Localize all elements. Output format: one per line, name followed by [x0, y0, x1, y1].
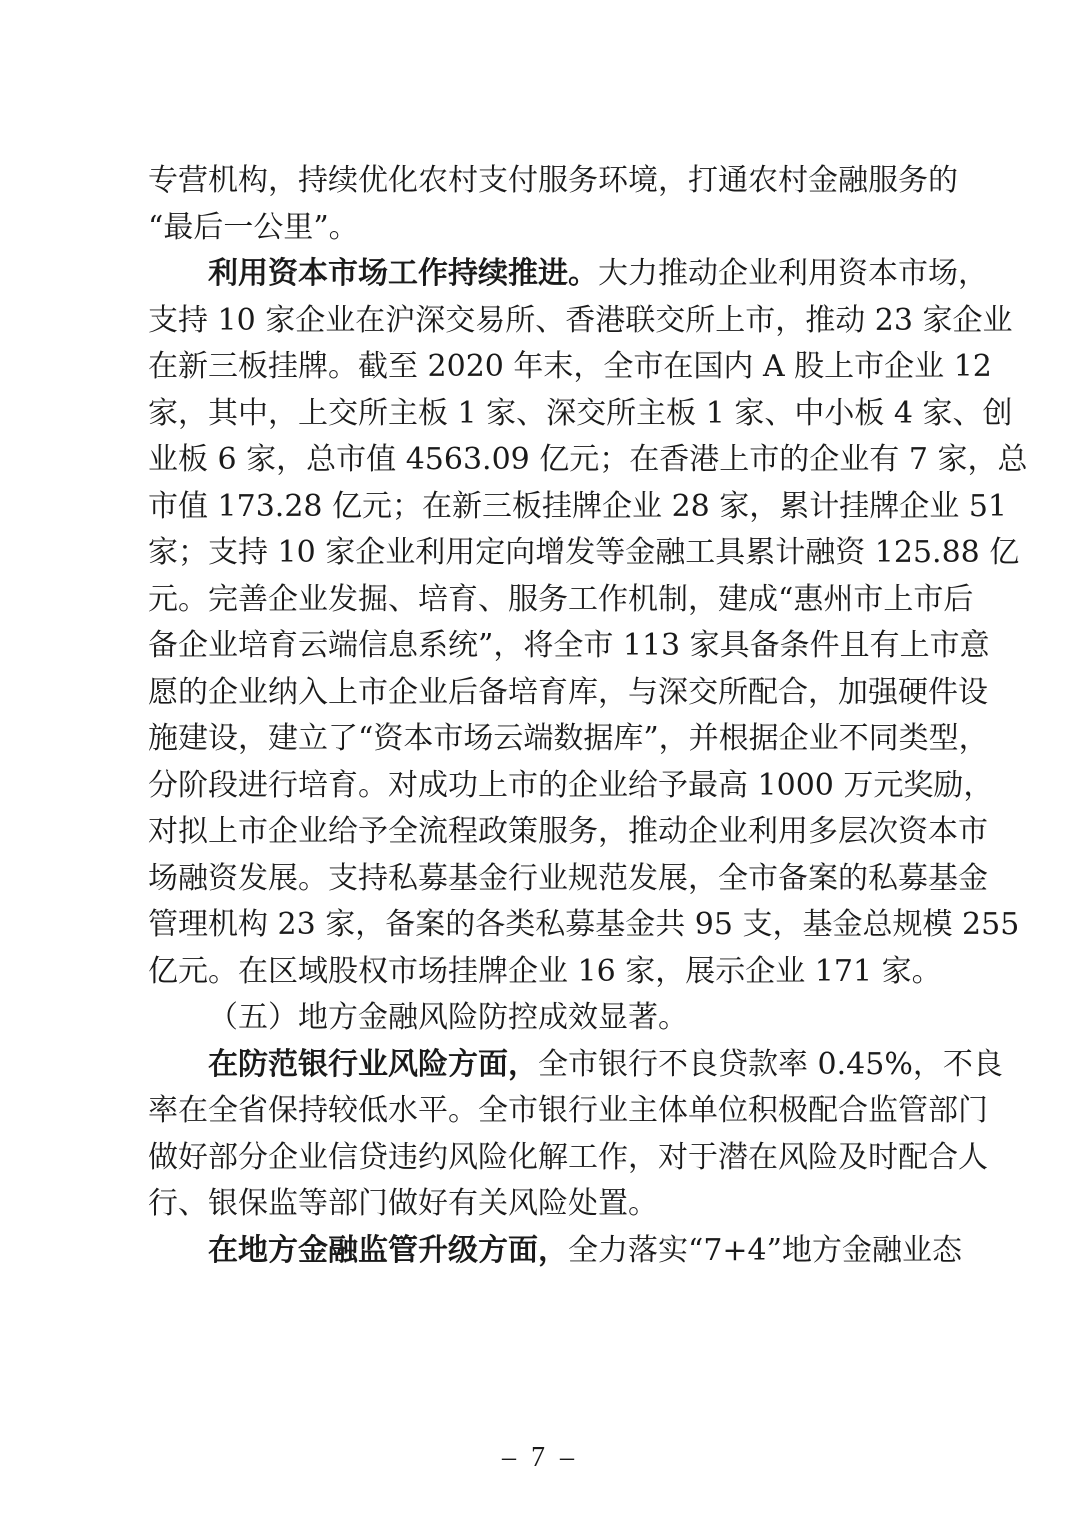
- paragraph-heading: 在防范银行业风险方面，: [208, 1046, 538, 1082]
- text-line: 对拟上市企业给予全流程政策服务，推动企业利用多层次资本市: [148, 814, 988, 849]
- paragraph-heading: 在地方金融监管升级方面，: [208, 1232, 568, 1268]
- paragraph-local-finance: [148, 1228, 962, 1275]
- text-line: 家，其中，上交所主板 1 家、深交所主板 1 家、中小板 4 家、创: [148, 395, 1013, 431]
- document-body: [148, 158, 1028, 1274]
- text-line: 在新三板挂牌。截至 2020 年末，全市在国内 A 股上市企业 12: [148, 349, 992, 384]
- text-line: 亿元。在区域股权市场挂牌企业 16 家，展示企业 171 家。: [148, 953, 942, 989]
- text-line: 率在全省保持较低水平。全市银行业主体单位积极配合监管部门: [148, 1093, 988, 1128]
- text-line: 家；支持 10 家企业利用定向增发等金融工具累计融资 125.88 亿: [148, 535, 1020, 570]
- page-number: – 7 –: [502, 1442, 578, 1473]
- text-line: 分阶段进行培育。对成功上市的企业给予最高 1000 万元奖励，: [148, 767, 994, 803]
- paragraph-bank-risk: [148, 1042, 1003, 1228]
- text-line: 专营机构，持续优化农村支付服务环境，打通农村金融服务的: [148, 163, 958, 198]
- text-line: 行、银保监等部门做好有关风险处置。: [148, 1186, 658, 1221]
- paragraph-capital-market: [148, 251, 1028, 995]
- paragraph-text: 全力落实“7+4”地方金融业态: [568, 1232, 962, 1268]
- text-line: 元。完善企业发掘、培育、服务工作机制，建成“惠州市上市后: [148, 581, 974, 617]
- text-line: 愿的企业纳入上市企业后备培育库，与深交所配合，加强硬件设: [148, 674, 988, 710]
- text-line: 施建设，建立了“资本市场云端数据库”，并根据企业不同类型，: [148, 721, 989, 756]
- text-line: 做好部分企业信贷违约风险化解工作，对于潜在风险及时配合人: [148, 1139, 988, 1175]
- paragraph-heading: 利用资本市场工作持续推进。: [208, 256, 598, 291]
- section-heading: （五）地方金融风险防控成效显著。: [208, 1000, 688, 1035]
- paragraph-continuation: [148, 158, 958, 251]
- text-line: [148, 1042, 1003, 1089]
- text-line: 场融资发展。支持私募基金行业规范发展，全市备案的私募基金: [148, 860, 988, 896]
- paragraph-text: 全市银行不良贷款率 0.45%，不良: [538, 1046, 1003, 1082]
- paragraph-text: 大力推动企业利用资本市场，: [598, 256, 988, 291]
- text-line: 业板 6 家，总市值 4563.09 亿元；在香港上市的企业有 7 家，总: [148, 442, 1028, 477]
- text-line: [148, 251, 988, 298]
- text-line: 支持 10 家企业在沪深交易所、香港联交所上市，推动 23 家企业: [148, 302, 1013, 338]
- text-line: 管理机构 23 家，备案的各类私募基金共 95 支，基金总规模 255: [148, 907, 1020, 942]
- text-line: 备企业培育云端信息系统”，将全市 113 家具备条件且有上市意: [148, 628, 990, 663]
- text-line: “最后一公里”。: [148, 209, 359, 245]
- text-line: 市值 173.28 亿元；在新三板挂牌企业 28 家，累计挂牌企业 51: [148, 488, 1007, 524]
- text-line: [148, 1228, 962, 1275]
- section-five: [148, 995, 948, 1042]
